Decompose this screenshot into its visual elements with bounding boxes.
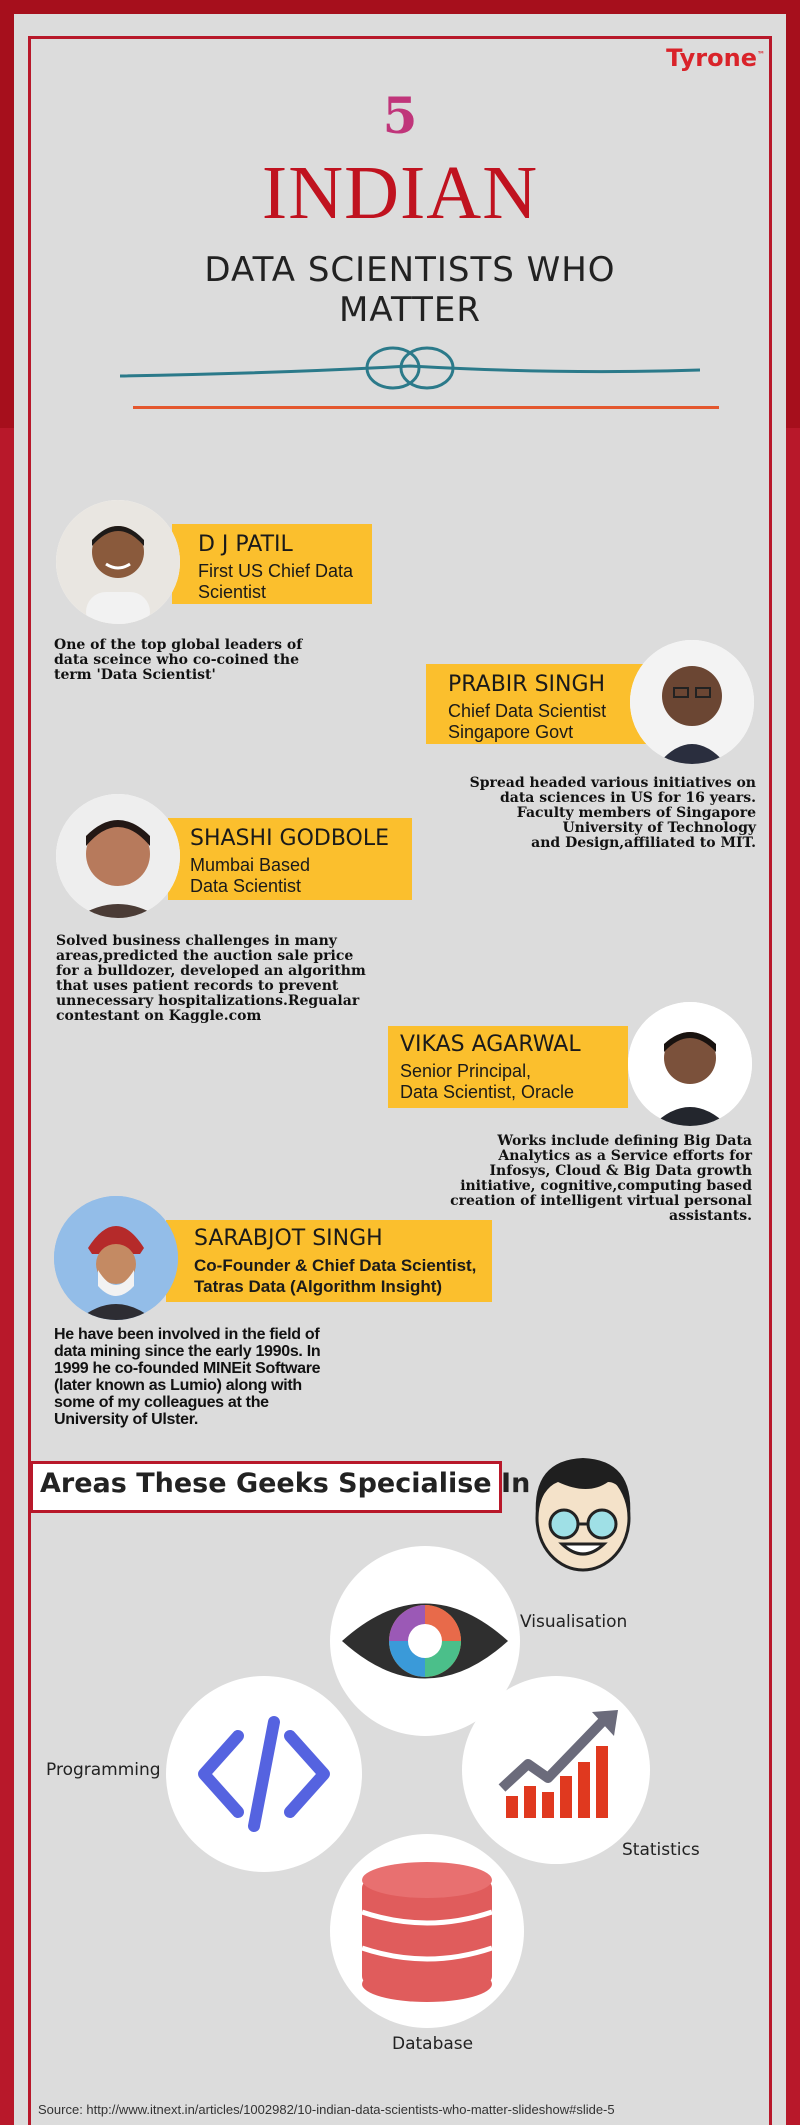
- statistics-label: Statistics: [622, 1840, 700, 1860]
- visualisation-label: Visualisation: [520, 1612, 628, 1632]
- headline-title: INDIAN: [261, 151, 539, 235]
- areas-title: Areas These Geeks Specialise In: [40, 1468, 531, 1499]
- avatar: [54, 1196, 178, 1320]
- scientist-description: Solved business challenges in many areas,predicted the auction sale price for a bulldozer, developed an algorithm that uses patient records to prevent unnecessary hospitalizations.Regualar contestant on Kaggle.com: [56, 933, 366, 1024]
- source-citation: Source: http://www.itnext.in/articles/1002982/10-indian-data-scientists-who-matter-slideshow#slide-5: [38, 2102, 615, 2117]
- headline-subtitle: DATA SCIENTISTS WHO MATTER: [204, 250, 616, 330]
- geek-avatar-icon: [528, 1452, 638, 1576]
- scientist-description: One of the top global leaders of data sceince who co-coined the term 'Data Scientist': [54, 637, 303, 683]
- avatar: [56, 500, 180, 624]
- scientist-card-shashigodbole: SHASHI GODBOLE Mumbai Based Data Scientist: [168, 818, 412, 900]
- knot-divider-icon: [120, 344, 700, 394]
- database-icon: [330, 1834, 524, 2028]
- programming-label: Programming: [46, 1760, 161, 1780]
- avatar: [630, 640, 754, 764]
- headline-number: 5: [382, 86, 418, 145]
- brand-logo: Tyrone™: [666, 44, 765, 72]
- avatar: [628, 1002, 752, 1126]
- header-rule: [133, 406, 719, 409]
- scientist-description: Works include defining Big Data Analytics as a Service efforts for Infosys, Cloud & Big Data growth initiative, cognitive,computing based creation of intelligent virtual personal assistants.: [450, 1133, 752, 1224]
- database-circle: [330, 1834, 524, 2028]
- scientist-card-sarabjotsingh: SARABJOT SINGH Co-Founder & Chief Data Scientist, Tatras Data (Algorithm Insight): [166, 1220, 492, 1302]
- avatar: [56, 794, 180, 918]
- scientist-description: He have been involved in the field of data mining since the early 1990s. In 1999 he co-founded MINEit Software (later known as Lumio) along with some of my colleagues at the University of Ulster.: [54, 1326, 321, 1428]
- right-red-strip: [786, 428, 800, 2125]
- scientist-card-prabirsingh: PRABIR SINGH Chief Data Scientist Singapore Govt: [426, 664, 646, 744]
- scientist-card-vikasagarwal: VIKAS AGARWAL Senior Principal, Data Scientist, Oracle: [388, 1026, 628, 1108]
- scientist-card-djpatil: D J PATIL First US Chief Data Scientist: [172, 524, 372, 604]
- database-label: Database: [392, 2034, 474, 2054]
- scientist-description: Spread headed various initiatives on data sciences in US for 16 years. Faculty members of Singapore University of Technology and Design,affiliated to MIT.: [469, 775, 756, 851]
- left-red-strip: [0, 428, 14, 2125]
